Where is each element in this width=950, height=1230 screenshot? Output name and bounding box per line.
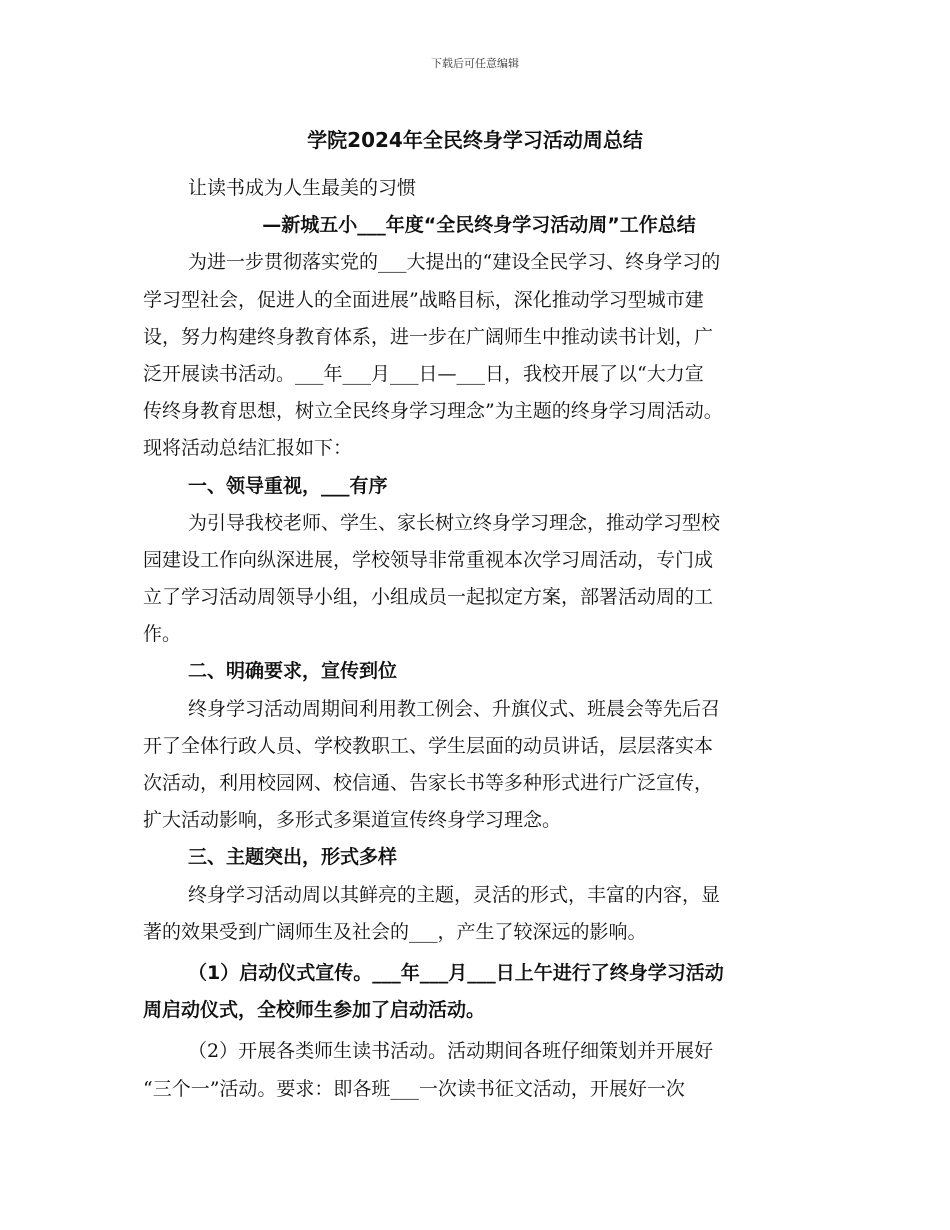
text-line: 泛开展读书活动。___年___月___日—___日，我校开展了以“大力宣: [143, 362, 704, 385]
text-line: 设，努力构建终身教育体系，进一步在广阔师生中推动读书计划，广: [143, 325, 714, 348]
document-body: [143, 170, 815, 1108]
text-line: —新城五小___年度“全民终身学习活动周”工作总结: [262, 214, 696, 237]
text-line: （2）开展各类师生读书活动。活动期间各班仔细策划并开展好: [188, 1040, 714, 1063]
text-line: 传终身教育思想，树立全民终身学习理念”为主题的终身学习周活动。: [143, 400, 723, 423]
text-line: 立了学习活动周领导小组，小组成员一起拟定方案，部署活动周的工: [143, 586, 714, 609]
text-line: 园建设工作向纵深进展，学校领导非常重视本次学习周活动，专门成: [143, 548, 714, 571]
text-line: 为引导我校老师、学生、家长树立终身学习理念，推动学习型校: [188, 511, 721, 534]
text-line: 三、主题突出，形式多样: [188, 846, 398, 869]
text-line: （1）启动仪式宣传。___年___月___日上午进行了终身学习活动: [188, 961, 724, 984]
text-line: 开了全体行政人员、学校教职工、学生层面的动员讲话，层层落实本: [143, 734, 714, 757]
text-line: 作。: [143, 623, 182, 646]
text-line: 让读书成为人生最美的习惯: [188, 177, 417, 199]
text-line: 现将活动总结汇报如下：: [143, 437, 353, 460]
text-line: 扩大活动影响，多形式多渠道宣传终身学习理念。: [143, 809, 562, 832]
text-line: 一、领导重视，___有序: [188, 474, 388, 497]
text-line: 终身学习活动周以其鲜亮的主题，灵活的形式，丰富的内容，显: [188, 883, 721, 906]
text-line: 为进一步贯彻落实党的___大提出的“建设全民学习、终身学习的: [188, 251, 721, 274]
text-line: 二、明确要求，宣传到位: [188, 660, 398, 683]
header-note: 下载后可任意编辑: [431, 57, 519, 70]
text-line: 终身学习活动周期间利用教工例会、升旗仪式、班晨会等先后召: [188, 697, 721, 720]
text-line: 周启动仪式，全校师生参加了启动活动。: [143, 999, 486, 1022]
text-line: 著的效果受到广阔师生及社会的___，产生了较深远的影响。: [143, 920, 647, 943]
text-line: 次活动，利用校园网、校信通、告家长书等多种形式进行广泛宣传，: [143, 772, 714, 794]
text-line: “三个一”活动。要求：即各班___一次读书征文活动，开展好一次: [143, 1077, 685, 1100]
document-title: 学院2024年全民终身学习活动周总结: [307, 128, 643, 152]
text-line: 学习型社会，促进人的全面进展”战略目标，深化推动学习型城市建: [143, 288, 704, 311]
